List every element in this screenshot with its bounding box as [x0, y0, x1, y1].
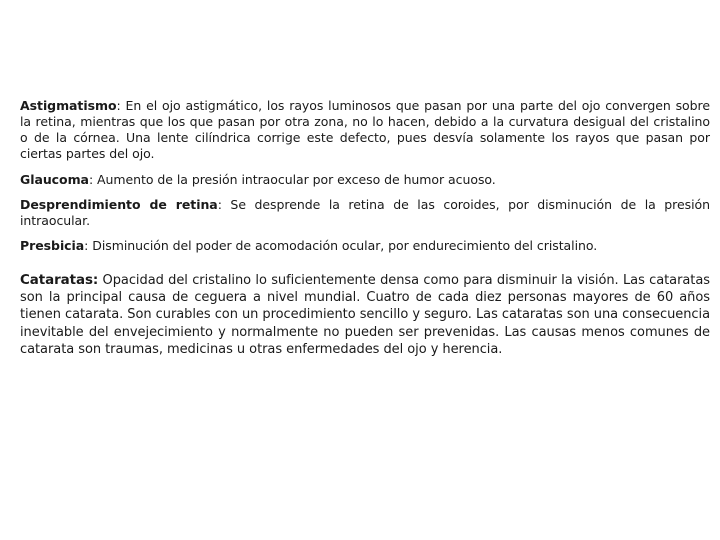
definition-cataratas — [20, 272, 710, 358]
definition-text: En el ojo astigmático, los rayos luminosos que pasan por una parte del ojo convergen sobre la retina, mientras que los que pasan por otra zona, no lo hacen, debido a la curvatura desigual del cristalino o de la córnea. Una lente cilíndrica corrige este defecto, pues desvía solamente los rayos que pasan por ciertas partes del ojo. — [20, 98, 710, 161]
term-desprendimiento-de-retina: Desprendimiento de retina — [20, 197, 218, 212]
definition-desprendimiento-de-retina — [20, 197, 710, 229]
definition-text: Opacidad del cristalino lo suficientemente densa como para disminuir la visión. Las cataratas son la principal causa de ceguera a nivel mundial. Cuatro de cada diez personas mayores de 60 años tienen catarata. Son curables con un procedimiento sencillo y seguro. Las cataratas son una consecuencia inevitable del envejecimiento y normalmente no pueden ser prevenidas. Las causas menos comunes de catarata son traumas, medicinas u otras enfermedades del ojo y herencia. — [20, 273, 710, 357]
term-astigmatismo: Astigmatismo — [20, 98, 117, 113]
term-presbicia: Presbicia — [20, 238, 85, 253]
definition-presbicia — [20, 238, 710, 254]
definition-astigmatismo — [20, 98, 710, 162]
term-cataratas: Cataratas: — [20, 273, 99, 288]
slide-content — [20, 98, 710, 358]
definition-glaucoma — [20, 172, 710, 188]
definition-text: Se desprende la retina de las coroides, por disminución de la presión intraocular. — [20, 197, 710, 228]
definition-text: Aumento de la presión intraocular por exceso de humor acuoso. — [93, 172, 496, 187]
term-separator: : — [84, 238, 89, 253]
term-separator: : — [217, 197, 222, 212]
definition-text: Disminución del poder de acomodación ocular, por endurecimiento del cristalino. — [88, 238, 598, 253]
term-glaucoma: Glaucoma — [20, 172, 89, 187]
term-separator: : — [116, 98, 121, 113]
term-separator: : — [88, 172, 94, 187]
